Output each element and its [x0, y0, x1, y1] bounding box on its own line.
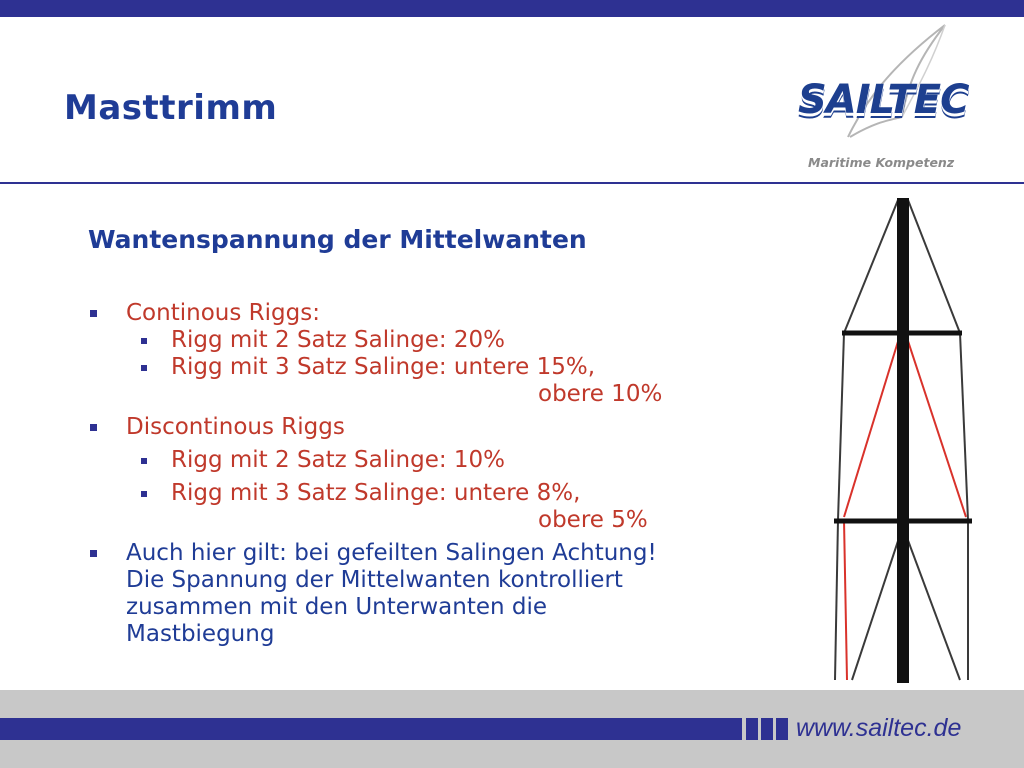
bullet-list [88, 300, 808, 648]
sailtec-logo [790, 22, 990, 172]
top-accent-bar [0, 0, 1024, 17]
logo-tagline: Maritime Kompetenz [808, 155, 955, 170]
bullet-text: Continous Riggs: [126, 300, 320, 326]
bullet-marker [141, 338, 147, 344]
mast [897, 198, 909, 683]
bullet-marker [90, 310, 97, 317]
footer-block-pattern [743, 718, 788, 740]
slide-subtitle: Wantenspannung der Mittelwanten [88, 225, 587, 254]
note-line-3: zusammen mit den Unterwanten die [126, 594, 548, 620]
bullet-text: Rigg mit 2 Satz Salinge: 20% [171, 327, 506, 353]
bullet-marker [141, 458, 147, 464]
footer-url[interactable]: www.sailtec.de [796, 714, 962, 742]
footer-blue-bar [0, 718, 742, 740]
header-divider [0, 182, 1024, 184]
bullet-text-continuation: obere 5% [538, 507, 648, 533]
sub-bullet-discontinous-3 [88, 480, 808, 534]
note-line-2: Die Spannung der Mittelwanten kontrolliert [126, 567, 623, 593]
note-line-1: Auch hier gilt: bei gefeilten Salingen Achtung! [126, 540, 657, 566]
bullet-note [88, 540, 808, 648]
bullet-text: Rigg mit 2 Satz Salinge: 10% [171, 447, 506, 473]
bullet-marker [141, 365, 147, 371]
bullet-continous-riggs [88, 300, 808, 327]
bullet-marker [90, 550, 97, 557]
note-line-4: Mastbiegung [126, 621, 275, 647]
bullet-text: Rigg mit 3 Satz Salinge: untere 15%, [171, 354, 596, 380]
bullet-text-continuation: obere 10% [538, 381, 663, 407]
sub-bullet-discontinous-2 [88, 447, 808, 474]
bullet-text: Rigg mit 3 Satz Salinge: untere 8%, [171, 480, 581, 506]
sub-bullet-continous-2 [88, 327, 808, 354]
logo-brand-text: SAILTEC [798, 77, 969, 123]
mast-rig-diagram [820, 195, 990, 690]
bullet-discontinous-riggs [88, 414, 808, 441]
page-title: Masttrimm [64, 88, 278, 128]
bullet-text: Discontinous Riggs [126, 414, 345, 440]
bullet-marker [141, 491, 147, 497]
sub-bullet-continous-3 [88, 354, 808, 408]
bullet-marker [90, 424, 97, 431]
